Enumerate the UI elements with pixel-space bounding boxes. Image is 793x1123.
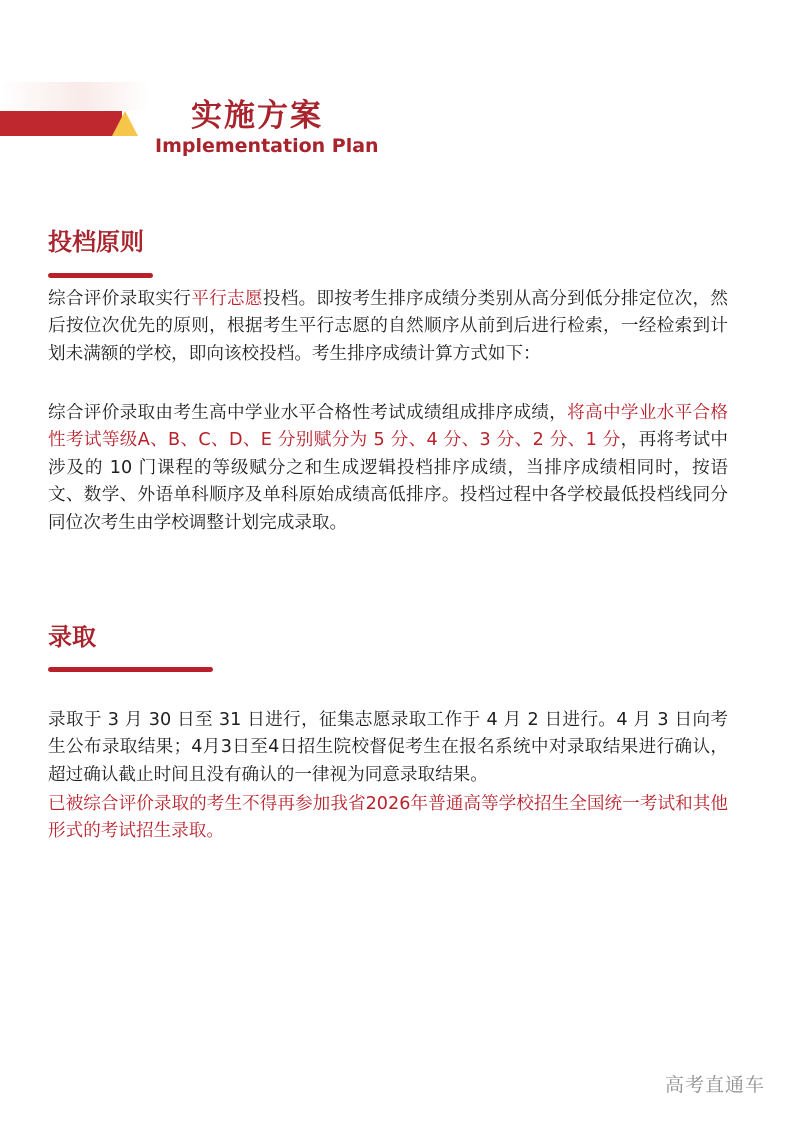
page-title: 实施方案 <box>191 98 323 134</box>
paragraph-admission-schedule: 录取于 3 月 30 日至 31 日进行，征集志愿录取工作于 4 月 2 日进行。4 月 3 日向考生公布录取结果；4月3日至4日招生院校督促考生在报名系统中对录取结果进行确认，超过确认截止时间且没有确认的一律视为同意录取结果。 <box>48 710 728 785</box>
text-run: 综合评价录取实行 <box>48 289 192 309</box>
text-run: 综合评价录取由考生高中学业水平合格性考试成绩组成排序成绩， <box>48 403 568 423</box>
text-run: ，再将考试中涉及的 10 门课程的等级赋分之和生成逻辑投档排序成绩，当排序成绩相同时，按语文、数学、外语单科顺序及单科原始成绩高低排序。投档过程中各学校最低投档线同分同位次考生由学校调整计划完成录取。 <box>48 430 728 533</box>
header-yellow-triangle <box>112 111 138 136</box>
section-heading-admission-principle: 投档原则 <box>48 228 144 256</box>
header-red-bar <box>0 111 122 136</box>
highlight-text: 将高中学业水平合格性考试等级A、B、C、D、E 分别赋分为 5 分、4 分、3 分、2 分、1 分 <box>48 403 728 451</box>
header-fade-decoration <box>0 82 150 110</box>
watermark: 高考直通车 <box>664 1074 765 1096</box>
paragraph-score-calculation <box>48 400 728 537</box>
text-run: 投档。即按考生排序成绩分类别从高分到低分排定位次，然后按位次优先的原则，根据考生平行志愿的自然顺序从前到后进行检索，一经检索到计划未满额的学校，即向该校投档。考生排序成绩计算方式如下： <box>48 289 728 364</box>
section-heading-admission: 录取 <box>48 623 96 651</box>
paragraph-parallel-volunteer <box>48 286 728 368</box>
section-underline <box>48 667 213 672</box>
highlight-text: 平行志愿 <box>191 289 263 309</box>
page-subtitle: Implementation Plan <box>155 135 379 157</box>
paragraph-admission-warning: 已被综合评价录取的考生不得再参加我省2026年普通高等学校招生全国统一考试和其他形式的考试招生录取。 <box>48 794 728 842</box>
section-underline <box>48 273 153 278</box>
